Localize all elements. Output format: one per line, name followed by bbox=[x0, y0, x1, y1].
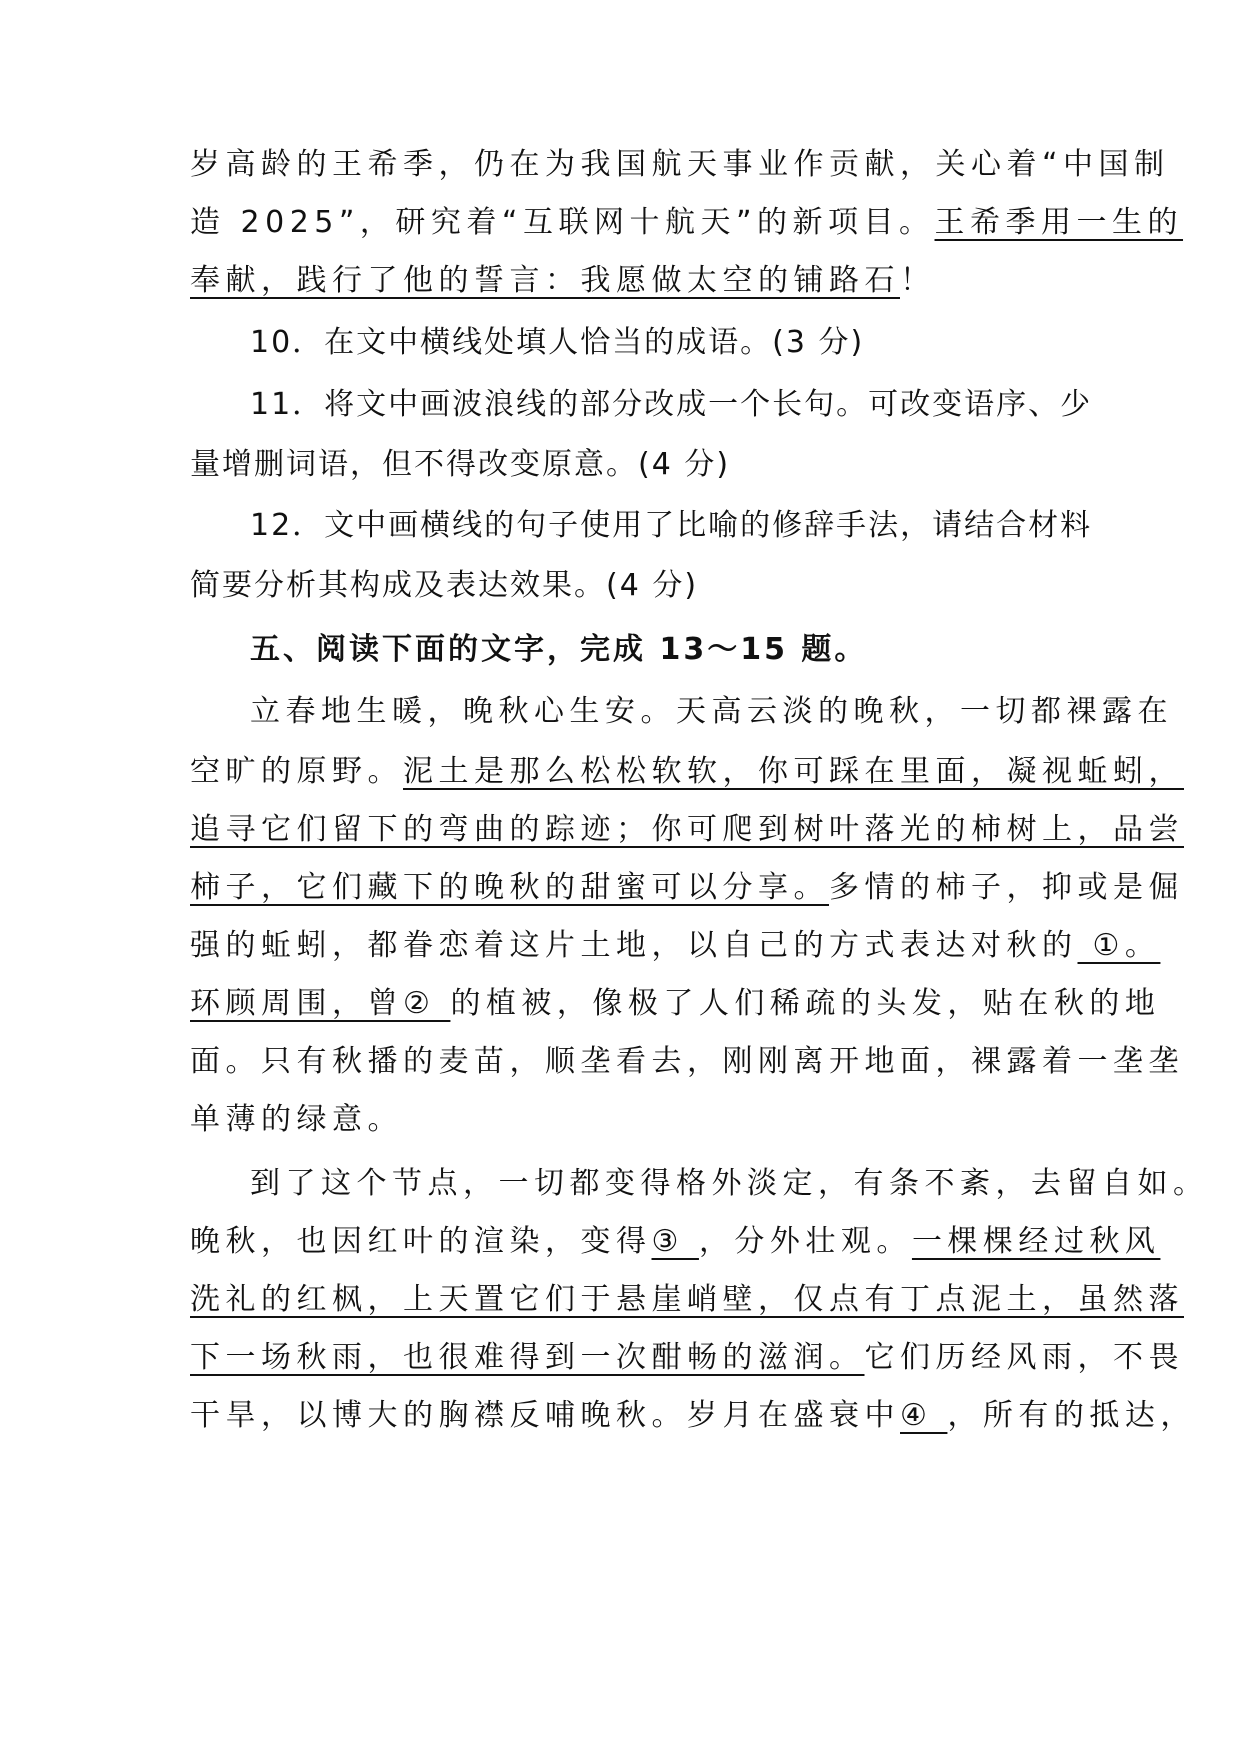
text-line bbox=[190, 868, 1184, 908]
text-line bbox=[190, 1042, 1184, 1082]
underlined-text: 王希季用一生的 bbox=[934, 205, 1184, 240]
text-segment: 简要分析其构成及表达效果。(4 分) bbox=[190, 568, 699, 603]
text-segment: 造 2025”，研究着“互联网十航天”的新项目。 bbox=[190, 205, 935, 240]
text-line bbox=[190, 810, 1184, 850]
text-line bbox=[190, 145, 1170, 185]
text-line bbox=[190, 1338, 1184, 1378]
text-segment: 的植被，像极了人们稀疏的头发，贴在秋的地 bbox=[450, 986, 1161, 1021]
text-segment: ，所有的抵达， bbox=[947, 1398, 1196, 1433]
text-line bbox=[190, 1396, 1196, 1436]
text-segment: ！ bbox=[900, 263, 936, 298]
text-segment: 10．在文中横线处填人恰当的成语。(3 分) bbox=[250, 325, 865, 360]
underlined-text: 环顾周围，曾② bbox=[190, 986, 451, 1021]
text-segment: ，分外壮观。 bbox=[698, 1224, 912, 1259]
text-line bbox=[190, 984, 1161, 1024]
text-segment: 单薄的绿意。 bbox=[190, 1102, 403, 1137]
text-line bbox=[190, 261, 1070, 301]
text-segment: 立春地生暖，晚秋心生安。天高云淡的晚秋，一切都裸露在 bbox=[250, 694, 1173, 729]
text-line bbox=[190, 1222, 1161, 1262]
question-11 bbox=[250, 385, 1093, 425]
text-segment: 五、阅读下面的文字，完成 13～15 题。 bbox=[250, 632, 868, 667]
text-line bbox=[250, 1164, 1209, 1204]
text-line bbox=[190, 1280, 1184, 1320]
text-line bbox=[190, 926, 1161, 966]
text-line bbox=[190, 203, 1184, 243]
text-line bbox=[250, 692, 1173, 732]
text-segment: 干旱，以博大的胸襟反哺晚秋。岁月在盛衰中 bbox=[190, 1398, 900, 1433]
text-segment: 它们历经风雨，不畏 bbox=[864, 1340, 1184, 1375]
underlined-text: 下一场秋雨，也很难得到一次酣畅的滋润。 bbox=[190, 1340, 865, 1375]
text-segment: 11．将文中画波浪线的部分改成一个长句。可改变语序、少 bbox=[250, 387, 1093, 422]
text-segment: 12．文中画横线的句子使用了比喻的修辞手法，请结合材料 bbox=[250, 508, 1093, 543]
text-segment: 空旷的原野。 bbox=[190, 754, 403, 789]
underlined-text: ①。 bbox=[1077, 928, 1161, 963]
text-segment: 到了这个节点，一切都变得格外淡定，有条不紊，去留自如。 bbox=[250, 1166, 1209, 1201]
underlined-text: 奉献，践行了他的誓言：我愿做太空的铺路石 bbox=[190, 263, 900, 298]
text-segment: 量增删词语，但不得改变原意。(4 分) bbox=[190, 447, 731, 482]
text-segment: 晚秋，也因红叶的渲染，变得 bbox=[190, 1224, 652, 1259]
question-12-cont bbox=[190, 566, 1070, 606]
text-line bbox=[190, 752, 1184, 792]
question-11-cont bbox=[190, 445, 1070, 485]
section-heading bbox=[250, 630, 1070, 670]
text-segment: 面。只有秋播的麦苗，顺垄看去，刚刚离开地面，裸露着一垄垄 bbox=[190, 1044, 1184, 1079]
question-12 bbox=[250, 506, 1093, 546]
underlined-text: 柿子，它们藏下的晚秋的甜蜜可以分享。 bbox=[190, 870, 829, 905]
underlined-text: 泥土是那么松松软软，你可踩在里面，凝视蚯蚓， bbox=[403, 754, 1184, 789]
text-segment: 多情的柿子，抑或是倔 bbox=[829, 870, 1184, 905]
underlined-text: 洗礼的红枫，上天置它们于悬崖峭壁，仅点有丁点泥土，虽然落 bbox=[190, 1282, 1184, 1317]
underlined-text: 追寻它们留下的弯曲的踪迹；你可爬到树叶落光的柿树上，品尝 bbox=[190, 812, 1184, 847]
text-segment: 强的蚯蚓，都眷恋着这片土地，以自己的方式表达对秋的 bbox=[190, 928, 1078, 963]
underlined-text: ③ bbox=[651, 1224, 699, 1259]
underlined-text: 一棵棵经过秋风 bbox=[911, 1224, 1161, 1259]
question-10 bbox=[250, 323, 1070, 363]
text-segment: 岁高龄的王希季，仍在为我国航天事业作贡献，关心着“中国制 bbox=[190, 147, 1170, 182]
underlined-text: ④ bbox=[900, 1398, 948, 1433]
text-line bbox=[190, 1100, 1070, 1140]
